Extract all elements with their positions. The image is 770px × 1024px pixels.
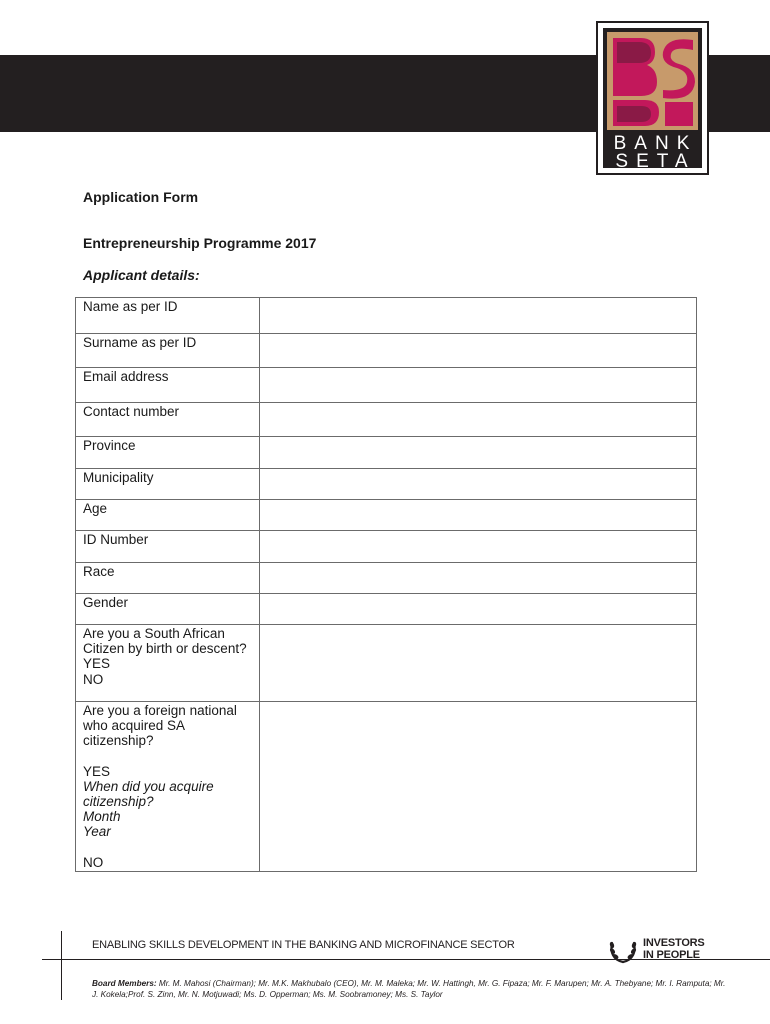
board-members-label: Board Members: xyxy=(92,979,157,988)
foreign-citizenship-question: Are you a foreign national who acquired SA citizenship? xyxy=(83,703,237,749)
field-label: Province xyxy=(76,437,260,469)
foreign-citizenship-input-cell[interactable] xyxy=(260,702,697,872)
bankseta-logo xyxy=(596,21,709,175)
applicant-details-table xyxy=(75,297,697,872)
email-input-cell[interactable] xyxy=(260,368,697,403)
field-label: Gender xyxy=(76,594,260,625)
table-row xyxy=(76,500,697,531)
field-label: Name as per ID xyxy=(76,298,260,334)
footer-tagline: ENABLING SKILLS DEVELOPMENT IN THE BANKING AND MICROFINANCE SECTOR xyxy=(92,939,515,951)
month-label: Month xyxy=(83,809,121,825)
field-label: Age xyxy=(76,500,260,531)
surname-input-cell[interactable] xyxy=(260,334,697,368)
foreign-citizenship-label-cell xyxy=(76,702,260,872)
year-label: Year xyxy=(83,824,111,840)
table-row xyxy=(76,625,697,702)
logo-bs-mark xyxy=(607,32,698,130)
table-row xyxy=(76,563,697,594)
field-label: Contact number xyxy=(76,403,260,437)
gender-input-cell[interactable] xyxy=(260,594,697,625)
field-label: Email address xyxy=(76,368,260,403)
race-input-cell[interactable] xyxy=(260,563,697,594)
option-yes[interactable]: YES xyxy=(83,763,111,779)
programme-title: Entrepreneurship Programme 2017 xyxy=(83,235,317,251)
table-row xyxy=(76,594,697,625)
citizenship-birth-label-cell xyxy=(76,625,260,702)
field-label: Race xyxy=(76,563,260,594)
laurel-icon xyxy=(607,935,639,965)
option-yes[interactable]: YES xyxy=(83,656,111,672)
logo-text-seta: SETA xyxy=(615,151,696,172)
age-input-cell[interactable] xyxy=(260,500,697,531)
bs-mark-icon xyxy=(607,32,698,130)
field-label: ID Number xyxy=(76,531,260,563)
citizenship-birth-question: Are you a South African Citizen by birth or descent? xyxy=(83,626,247,657)
table-row xyxy=(76,368,697,403)
form-title: Application Form xyxy=(83,189,199,205)
field-label: Municipality xyxy=(76,469,260,500)
table-row xyxy=(76,469,697,500)
iip-line-1: INVESTORS xyxy=(643,937,705,949)
citizenship-birth-input-cell[interactable] xyxy=(260,625,697,702)
investors-in-people-logo xyxy=(607,935,717,965)
table-row xyxy=(76,403,697,437)
table-row xyxy=(76,531,697,563)
logo-panel xyxy=(603,28,702,172)
table-row xyxy=(76,298,697,334)
option-no[interactable]: NO xyxy=(83,854,104,870)
footer-vertical-rule xyxy=(61,931,62,1000)
logo-text-bank: BANK xyxy=(613,133,698,154)
iip-line-2: IN PEOPLE xyxy=(643,949,700,961)
province-input-cell[interactable] xyxy=(260,437,697,469)
section-heading: Applicant details: xyxy=(83,267,200,283)
iip-text xyxy=(643,937,705,961)
board-members-list: Mr. M. Mahosi (Chairman); Mr. M.K. Makhubalo (CEO), Mr. M. Maleka; Mr. W. Hattingh, Mr. G. Fipaza; Mr. F. Marupen; Mr. A. Thebyane; Mr. I. Ramputa; Mr. J. Kokela;Prof. S. Zinn, Mr. N. Motjuwadi; Ms. D. Opperman; Ms. M. Soobramoney; Ms. S. Taylor xyxy=(92,979,726,999)
id-number-input-cell[interactable] xyxy=(260,531,697,563)
table-row xyxy=(76,437,697,469)
name-input-cell[interactable] xyxy=(260,298,697,334)
acquire-date-question: When did you acquire citizenship? xyxy=(83,778,214,810)
table-row xyxy=(76,702,697,872)
field-label: Surname as per ID xyxy=(76,334,260,368)
table-row xyxy=(76,334,697,368)
board-members xyxy=(92,978,732,1000)
contact-input-cell[interactable] xyxy=(260,403,697,437)
option-no[interactable]: NO xyxy=(83,671,104,687)
municipality-input-cell[interactable] xyxy=(260,469,697,500)
